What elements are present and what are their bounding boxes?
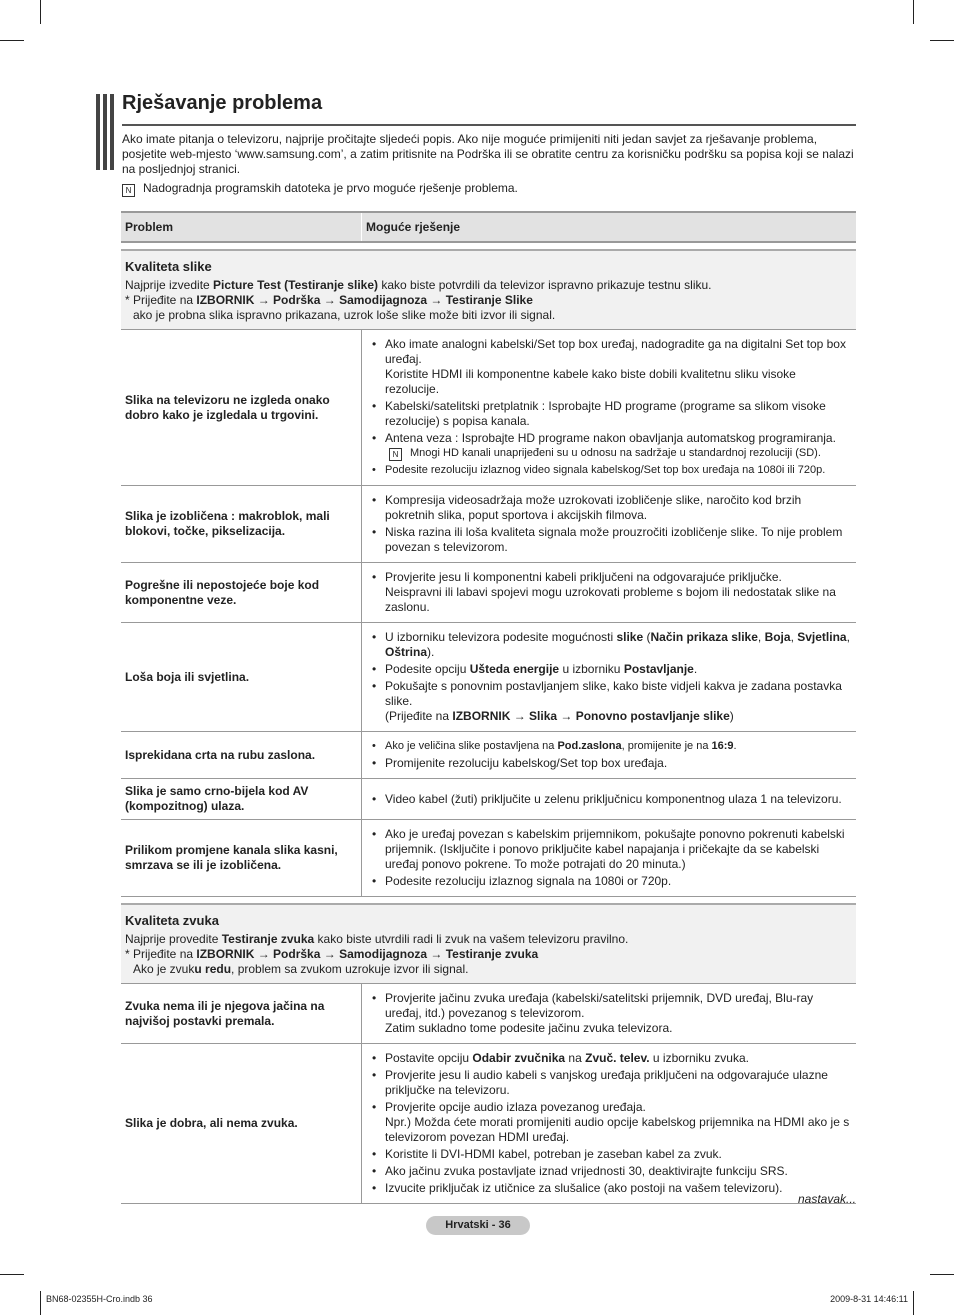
list-item: • Kompresija videosadržaja može uzrokovati izobličenje slike, naročito kod brzih pokretnih slika, poput sportova i akcijskih filmova.: [366, 493, 852, 523]
solution-cell: [362, 984, 857, 1044]
list-item: • Promijenite rezoluciju kabelskog/Set top box uređaja.: [366, 756, 852, 771]
table-header: [121, 212, 856, 242]
table-row: [121, 563, 856, 623]
list-item: • Provjerite jesu li audio kabeli s vanjskog uređaja priključeni na odgovarajuće ulazne priključke na televizoru.: [366, 1068, 852, 1098]
title-rule: [122, 124, 856, 126]
troubleshooting-table: [121, 211, 856, 1204]
problem-cell: Slika je izobličena : makroblok, mali blokovi, točke, pikselizacija.: [121, 486, 362, 563]
note: [122, 181, 856, 197]
table-row: [121, 1044, 856, 1204]
list-item: • U izborniku televizora podesite mogućnosti slike (Način prikaza slike, Boja, Svjetlina, Oštrina).: [366, 630, 852, 660]
page-title: Rješavanje problema: [122, 92, 323, 114]
table-row: [121, 623, 856, 732]
table-row: [121, 820, 856, 897]
solution-cell: [362, 779, 857, 820]
list-item: • Niska razina ili loša kvaliteta signala može prouzročiti izobličenje slike. To nije problem povezan s televizorom.: [366, 525, 852, 555]
note-icon: N: [389, 448, 402, 461]
list-item: • Provjerite opcije audio izlaza povezanog uređaja. Npr.) Možda ćete morati promijeniti audio opcije kabelskog prijemnika na HDMI ako je s televizorom povezan HDMI uređaj.: [366, 1100, 852, 1145]
list-item: • Ako jačinu zvuka postavljate iznad vrijednosti 30, deaktivirajte funkciju SRS.: [366, 1164, 852, 1179]
crop-mark: [0, 40, 24, 41]
list-item: • Kabelski/satelitski pretplatnik : Isprobajte HD programe (programe sa slikom visoke rezolucije) s popisa kanala.: [366, 399, 852, 429]
problem-cell: Pogrešne ili nepostojeće boje kod komponentne veze.: [121, 563, 362, 623]
crop-mark: [40, 0, 41, 24]
solution-cell: [362, 330, 857, 486]
list-item: • Ako je veličina slike postavljena na Pod.zaslona, promijenite je na 16:9.: [366, 739, 852, 754]
list-item: • Ako je uređaj povezan s kabelskim prijemnikom, pokušajte ponovno pokrenuti kabelski prijemnik. (Isključite i ponovo priključite kabel napajanja i pričekajte da se kabelski uređaj ponovo pokrene. To može potrajati do 20 minuta.): [366, 827, 852, 872]
problem-cell: Prilikom promjene kanala slika kasni, smrzava se ili je izobličena.: [121, 820, 362, 897]
list-item: • Provjerite jesu li komponentni kabeli priključeni na odgovarajuće priključke. Neispravni ili labavi spojevi mogu uzrokovati probleme s bojom ili nedostatak slike na zaslonu.: [366, 570, 852, 615]
problem-cell: Slika je samo crno-bijela kod AV (kompozitnog) ulaza.: [121, 779, 362, 820]
solution-cell: [362, 1044, 857, 1204]
crop-mark: [913, 1291, 914, 1315]
table-row: [121, 779, 856, 820]
print-timestamp: 2009-8-31 14:46:11: [830, 1294, 908, 1304]
section-line: Najprije izvedite Picture Test (Testiranje slike) kako biste potvrdili da televizor ispravno prikazuje testnu sliku.: [125, 278, 712, 292]
crop-mark: [930, 40, 954, 41]
problem-cell: Loša boja ili svjetlina.: [121, 623, 362, 732]
section-line: ako je probna slika ispravno prikazana, uzrok loše slike može biti izvor ili signal.: [133, 308, 556, 322]
table-row: [121, 330, 856, 486]
intro-text: Ako imate pitanja o televizoru, najprije pročitajte sljedeći popis. Ako nije moguće primijeniti niti jedan savjet za rješavanje problema, posjetite web-mjesto ‘www.samsung.com’, a zatim pritisnite na Podrška ili se obratite centru za korisničku podršku sa popisa koji se nalazi na posljednjoj stranici.: [122, 132, 854, 176]
table-row: [121, 984, 856, 1044]
list-item: • Podesite opciju Ušteda energije u izborniku Postavljanje.: [366, 662, 852, 677]
section-line: * Prijeđite na IZBORNIK → Podrška → Samodijagnoza → Testiranje zvuka: [125, 947, 539, 961]
column-problem: Problem: [121, 212, 362, 242]
list-item: • Antena veza : Isprobajte HD programe nakon obavljanja automatskog programiranja. N Mnogi HD kanali unaprijeđeni su u odnosu na sadržaje u standardnoj rezoluciji (SD).: [366, 431, 852, 461]
section-line: * Prijeđite na IZBORNIK → Podrška → Samodijagnoza → Testiranje Slike: [125, 293, 533, 307]
list-item: • Video kabel (žuti) priključite u zelenu priključnicu komponentnog ulaza 1 na televizoru.: [366, 792, 852, 807]
table-row: [121, 732, 856, 779]
list-item: • Pokušajte s ponovnim postavljanjem slike, kako biste vidjeli kakva je zadana postavka slike. (Prijeđite na IZBORNIK → Slika → Ponovno postavljanje slike): [366, 679, 852, 724]
section-heading: Kvaliteta slike: [125, 259, 212, 274]
solution-cell: [362, 623, 857, 732]
list-item: • Podesite rezoluciju izlaznog video signala kabelskog/Set top box uređaja na 1080i ili 720p.: [366, 463, 852, 478]
list-item: • Podesite rezoluciju izlaznog signala na 1080i or 720p.: [366, 874, 852, 889]
column-solution: Moguće rješenje: [362, 212, 857, 242]
list-item: • Koristite li DVI-HDMI kabel, potreban je zaseban kabel za zvuk.: [366, 1147, 852, 1162]
solution-cell: [362, 486, 857, 563]
crop-mark: [913, 0, 914, 24]
list-item: • Postavite opciju Odabir zvučnika na Zvuč. telev. u izborniku zvuka.: [366, 1051, 852, 1066]
section-line: Ako je zvuku redu, problem sa zvukom uzrokuje izvor ili signal.: [133, 962, 469, 976]
list-item: • Izvucite priključak iz utičnice za slušalice (ako postoji na vašem televizoru).: [366, 1181, 852, 1196]
list-item: • Provjerite jačinu zvuka uređaja (kabelski/satelitski prijemnik, DVD uređaj, Blu-ray uređaj, itd.) povezanog s televizorom. Zatim sukladno tome podesite jačinu zvuka televizora.: [366, 991, 852, 1036]
note-text: Nadogradnja programskih datoteka je prvo moguće rješenje problema.: [143, 181, 518, 195]
section-sound: [121, 904, 856, 984]
note-icon: N: [122, 184, 135, 197]
list-item: • Ako imate analogni kabelski/Set top box uređaj, nadogradite ga na digitalni Set top box uređaj. Koristite HDMI ili komponentne kabele kako biste dobili kvalitetnu sliku visoke rezolucije.: [366, 337, 852, 397]
crop-mark: [40, 1291, 41, 1315]
problem-cell: Slika na televizoru ne izgleda onako dobro kako je izgledala u trgovini.: [121, 330, 362, 486]
page-number-badge: Hrvatski - 36: [426, 1216, 530, 1235]
section-line: Najprije provedite Testiranje zvuka kako biste utvrdili radi li zvuk na vašem televizoru pravilno.: [125, 932, 629, 946]
section-picture: [121, 250, 856, 330]
problem-cell: Zvuka nema ili je njegova jačina na najvišoj postavki premala.: [121, 984, 362, 1044]
section-heading: Kvaliteta zvuka: [125, 913, 219, 928]
crop-mark: [0, 1274, 24, 1275]
crop-mark: [930, 1274, 954, 1275]
solution-cell: [362, 820, 857, 897]
problem-cell: Isprekidana crta na rubu zaslona.: [121, 732, 362, 779]
continued-label: nastavak...: [797, 1192, 856, 1206]
table-row: [121, 486, 856, 563]
problem-cell: Slika je dobra, ali nema zvuka.: [121, 1044, 362, 1204]
solution-cell: [362, 732, 857, 779]
solution-cell: [362, 563, 857, 623]
print-file-info: BN68-02355H-Cro.indb 36: [46, 1294, 153, 1304]
